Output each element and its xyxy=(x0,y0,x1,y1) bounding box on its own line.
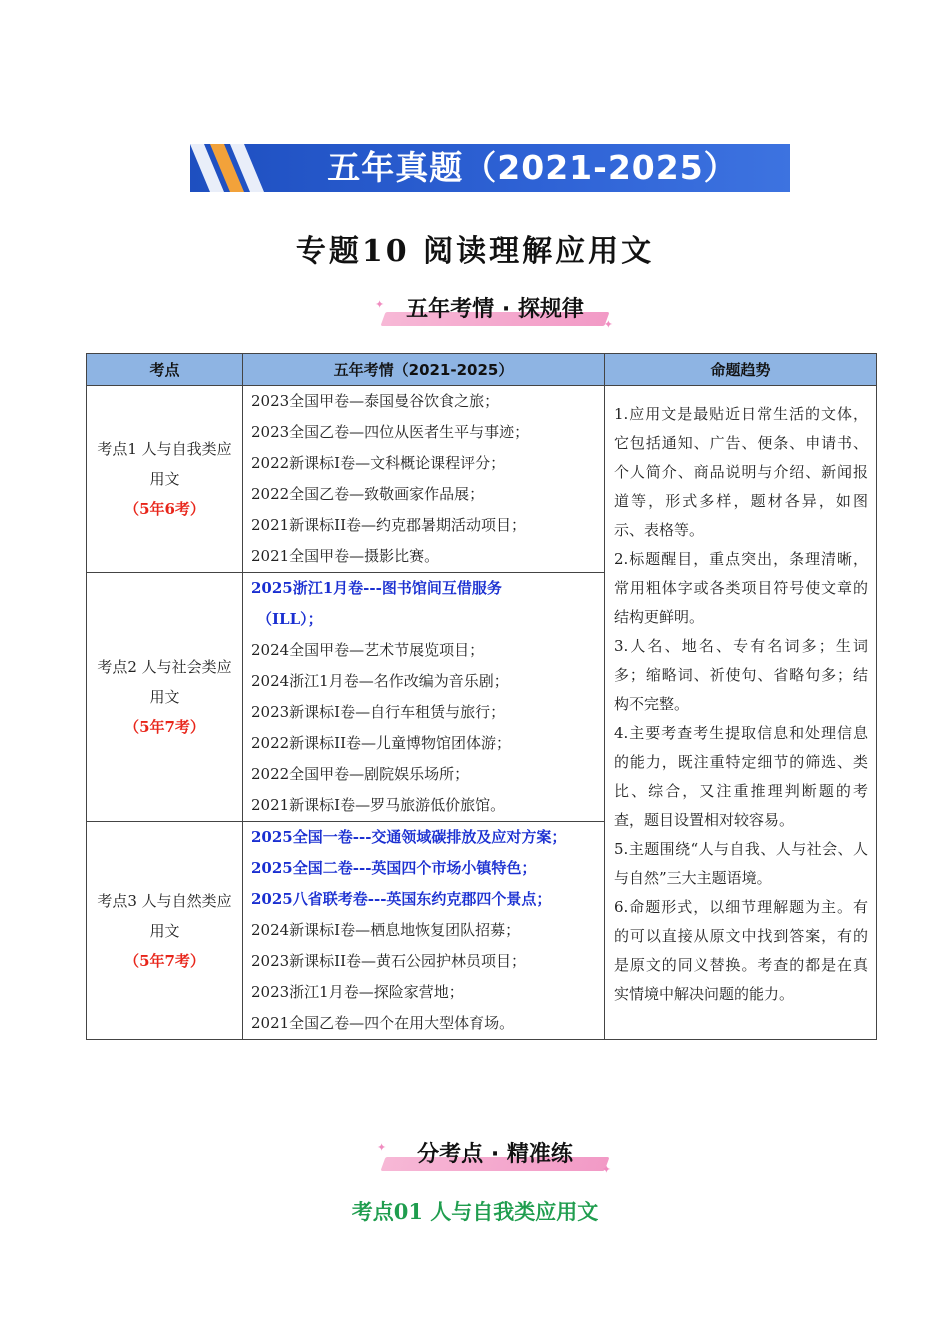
topic-cell xyxy=(87,573,243,822)
trends-heading-text: 五年考情 · 探规律 xyxy=(406,297,584,322)
practice-heading-text: 分考点 · 精准练 xyxy=(417,1142,573,1167)
page-title: 专题10 阅读理解应用文 xyxy=(295,234,655,269)
list-item: 2021新课标II卷—约克郡暑期活动项目； xyxy=(251,516,527,534)
list-item: 2023全国乙卷—四位从医者生平与事迹； xyxy=(251,423,530,441)
topic-count: （5年7考） xyxy=(124,951,205,970)
trend-cell xyxy=(605,386,877,1040)
header-trend: 命题趋势 xyxy=(605,354,877,386)
list-item-new: 2025浙江1月卷---图书馆间互借服务 xyxy=(251,579,502,597)
exam-trends-table xyxy=(86,353,877,1040)
practice-heading xyxy=(375,1137,615,1177)
trends-heading xyxy=(375,292,615,332)
table-header-row xyxy=(87,354,877,386)
list-item-new: 2025八省联考卷---英国东约克郡四个景点； xyxy=(251,890,552,908)
list-item: 2021全国乙卷—四个在用大型体育场。 xyxy=(251,1014,515,1032)
list-item: 2022新课标II卷—儿童博物馆团体游； xyxy=(251,734,512,752)
topic-count: （5年7考） xyxy=(124,718,205,736)
exam-list-cell xyxy=(243,822,605,1040)
list-item: 2023全国甲卷—泰国曼谷饮食之旅； xyxy=(251,392,500,410)
trend-paragraph: 2.标题醒目，重点突出，条理清晰，常用粗体字或各类项目符号使文章的结构更鲜明。 xyxy=(614,550,868,626)
topic-name: 考点2 人与社会类应用文 xyxy=(97,658,232,706)
exam-list-cell xyxy=(243,573,605,822)
title-banner xyxy=(190,144,790,192)
exam-list-cell xyxy=(243,386,605,573)
list-item: 2022全国甲卷—剧院娱乐场所； xyxy=(251,765,470,783)
sparkle-icon: ✦ xyxy=(377,1141,387,1154)
list-item: 2022全国乙卷—致敬画家作品展； xyxy=(251,485,485,503)
list-item-new: （ILL）； xyxy=(257,610,323,628)
topic-count: （5年6考） xyxy=(124,500,205,518)
trend-paragraph: 3.人名、地名、专有名词多；生词多；缩略词、祈使句、省略句多；结构不完整。 xyxy=(614,637,868,713)
list-item: 2024浙江1月卷—名作改编为音乐剧； xyxy=(251,672,509,690)
list-item: 2023浙江1月卷—探险家营地； xyxy=(251,983,464,1001)
header-five-year: 五年考情（2021-2025） xyxy=(243,354,605,386)
list-item-new: 2025全国一卷---交通领域碳排放及应对方案； xyxy=(251,828,567,846)
table-row xyxy=(87,386,877,573)
sparkle-icon: ✦ xyxy=(601,1163,611,1176)
topic-name: 考点3 人与自然类应用文 xyxy=(97,891,232,940)
list-item: 2021全国甲卷—摄影比赛。 xyxy=(251,547,440,565)
sparkle-icon: ✦ xyxy=(375,298,385,311)
list-item: 2023新课标I卷—自行车租赁与旅行； xyxy=(251,703,506,721)
list-item: 2024全国甲卷—艺术节展览项目； xyxy=(251,641,485,659)
header-topic: 考点 xyxy=(87,354,243,386)
list-item-new: 2025全国二卷---英国四个市场小镇特色； xyxy=(251,859,537,877)
topic-cell xyxy=(87,822,243,1040)
trend-paragraph: 4.主要考查考生提取信息和处理信息的能力，既注重特定细节的筛选、类比、综合，又注重推理判断题的考查，题目设置相对较容易。 xyxy=(614,724,868,829)
topic-cell xyxy=(87,386,243,573)
banner-title: 五年真题（2021-2025） xyxy=(327,148,738,187)
trend-paragraph: 5.主题围绕“人与自我、人与社会、人与自然”三大主题语境。 xyxy=(614,840,868,887)
trend-paragraph: 1.应用文是最贴近日常生活的文体，它包括通知、广告、便条、申请书、个人简介、商品说明与介绍、新闻报道等，形式多样，题材各异，如图示、表格等。 xyxy=(614,405,868,539)
list-item: 2021新课标I卷—罗马旅游低价旅馆。 xyxy=(251,796,506,814)
list-item: 2024新课标I卷—栖息地恢复团队招募； xyxy=(251,921,521,939)
list-item: 2022新课标I卷—文科概论课程评分； xyxy=(251,454,506,472)
topic-name: 考点1 人与自我类应用文 xyxy=(97,440,232,488)
section-heading: 考点01 人与自我类应用文 xyxy=(351,1199,599,1224)
trend-paragraph: 6.命题形式，以细节理解题为主。有的可以直接从原文中找到答案，有的是原文的同义替换。考查的都是在真实情境中解决问题的能力。 xyxy=(614,898,868,1003)
sparkle-icon: ✦ xyxy=(603,318,613,331)
list-item: 2023新课标II卷—黄石公园护林员项目； xyxy=(251,952,527,970)
stripes-decoration-icon xyxy=(190,144,280,192)
